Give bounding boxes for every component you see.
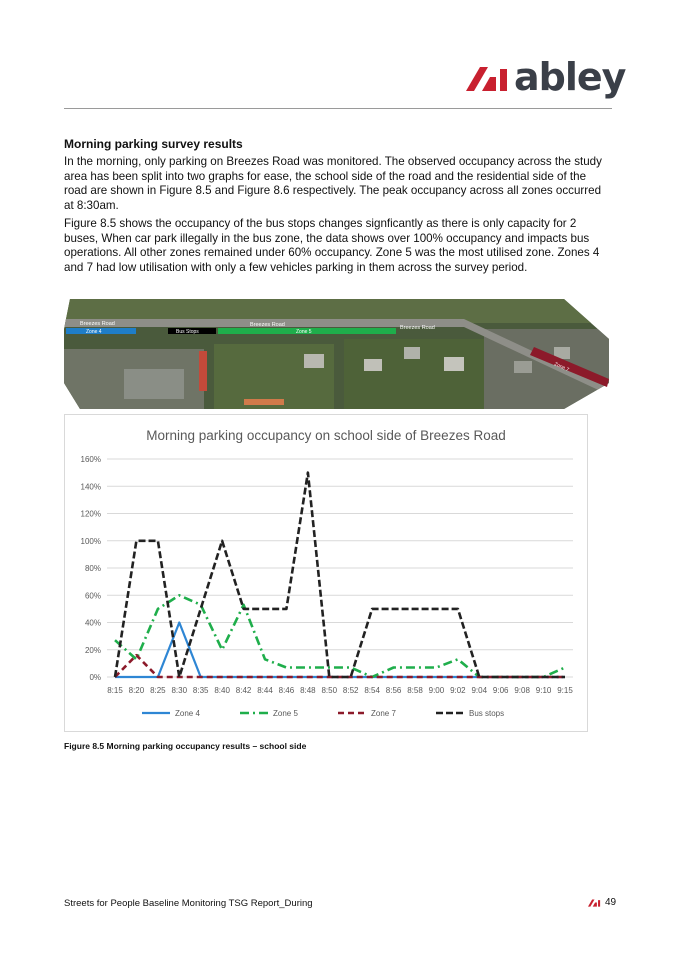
legend-label: Zone 7 — [371, 709, 396, 718]
x-tick-label: 8:44 — [257, 686, 273, 695]
x-tick-label: 9:10 — [535, 686, 552, 695]
header-divider — [64, 108, 612, 109]
y-tick-label: 0% — [89, 673, 101, 682]
road-label-3: Breezes Road — [400, 325, 435, 331]
y-tick-label: 160% — [80, 455, 101, 464]
figure-caption: Figure 8.5 Morning parking occupancy results – school side — [64, 741, 307, 751]
aerial-map — [64, 299, 609, 409]
x-tick-label: 9:00 — [428, 686, 445, 695]
x-tick-label: 9:06 — [492, 686, 509, 695]
zone4-label: Zone 4 — [86, 329, 102, 335]
y-tick-label: 40% — [84, 618, 101, 628]
road-label-2: Breezes Road — [250, 322, 285, 328]
series-line-bus-stops — [115, 473, 565, 677]
abley-logo-mark-icon — [466, 63, 510, 91]
x-tick-label: 8:50 — [321, 686, 338, 695]
abley-small-mark-icon — [588, 898, 601, 907]
legend-label: Bus stops — [469, 709, 505, 718]
abley-logo — [466, 55, 626, 99]
logo-text: abley — [514, 55, 626, 99]
y-tick-label: 60% — [84, 591, 101, 601]
x-tick-label: 9:02 — [450, 686, 466, 695]
x-tick-label: 8:52 — [342, 686, 359, 695]
x-tick-label: 8:42 — [235, 686, 252, 695]
y-tick-label: 120% — [80, 509, 101, 519]
zone7-label: Zone 7 — [553, 361, 570, 374]
x-tick-label: 9:08 — [514, 686, 530, 695]
x-tick-label: 8:58 — [407, 686, 423, 695]
paragraph-1: In the morning, only parking on Breezes Road was monitored. The observed occupancy across the study area has been split into two graphs for ease, the school side of the road and the residential side of the road are shown in Figure 8.5 and Figure 8.6 respectively. The peak occupancy across all zones occurred at 8:30am. — [64, 155, 602, 212]
x-tick-label: 8:48 — [300, 686, 316, 695]
x-tick-label: 8:35 — [192, 686, 209, 695]
series-line-zone-7 — [115, 655, 565, 677]
legend-label: Zone 4 — [175, 709, 200, 718]
legend-label: Zone 5 — [273, 709, 298, 718]
page-number: 49 — [605, 897, 617, 908]
x-tick-label: 8:40 — [214, 686, 230, 695]
x-tick-label: 9:15 — [557, 686, 573, 695]
x-tick-label: 8:25 — [150, 686, 166, 695]
y-tick-label: 100% — [80, 536, 101, 546]
x-tick-label: 8:15 — [107, 686, 123, 695]
x-tick-label: 8:20 — [128, 686, 145, 695]
road-label-1: Breezes Road — [80, 321, 115, 327]
paragraph-2: Figure 8.5 shows the occupancy of the bus stops changes signficantly as there is only capacity for 2 buses, When car park illegally in the bus zone, the data shows over 100% occupancy and impacts bus operations. All other zones remained under 60% occupancy. Zone 5 was the most utilised zone. Zones 4 and 7 had low utilisation with only a few vehicles parking in them across the survey period. — [64, 217, 600, 274]
x-tick-label: 9:04 — [471, 686, 488, 695]
x-tick-label: 8:46 — [278, 686, 295, 695]
footer-page — [588, 897, 616, 908]
y-tick-label: 20% — [84, 645, 101, 655]
zone5-label: Zone 5 — [296, 329, 312, 335]
section-heading: Morning parking survey results — [64, 137, 243, 151]
footer-report-title: Streets for People Baseline Monitoring TSG Report_During — [64, 898, 313, 909]
x-tick-label: 8:54 — [364, 686, 380, 695]
y-tick-label: 140% — [80, 482, 101, 492]
occupancy-line-chart — [65, 415, 587, 731]
y-tick-label: 80% — [84, 564, 101, 573]
bus-stops-label: Bus Stops — [176, 329, 199, 335]
chart-figure — [64, 414, 588, 732]
series-line-zone-5 — [115, 595, 565, 677]
x-tick-label: 8:30 — [171, 686, 188, 695]
chart-title: Morning parking occupancy on school side of Breezes Road — [146, 428, 506, 443]
x-tick-label: 8:56 — [385, 686, 402, 695]
